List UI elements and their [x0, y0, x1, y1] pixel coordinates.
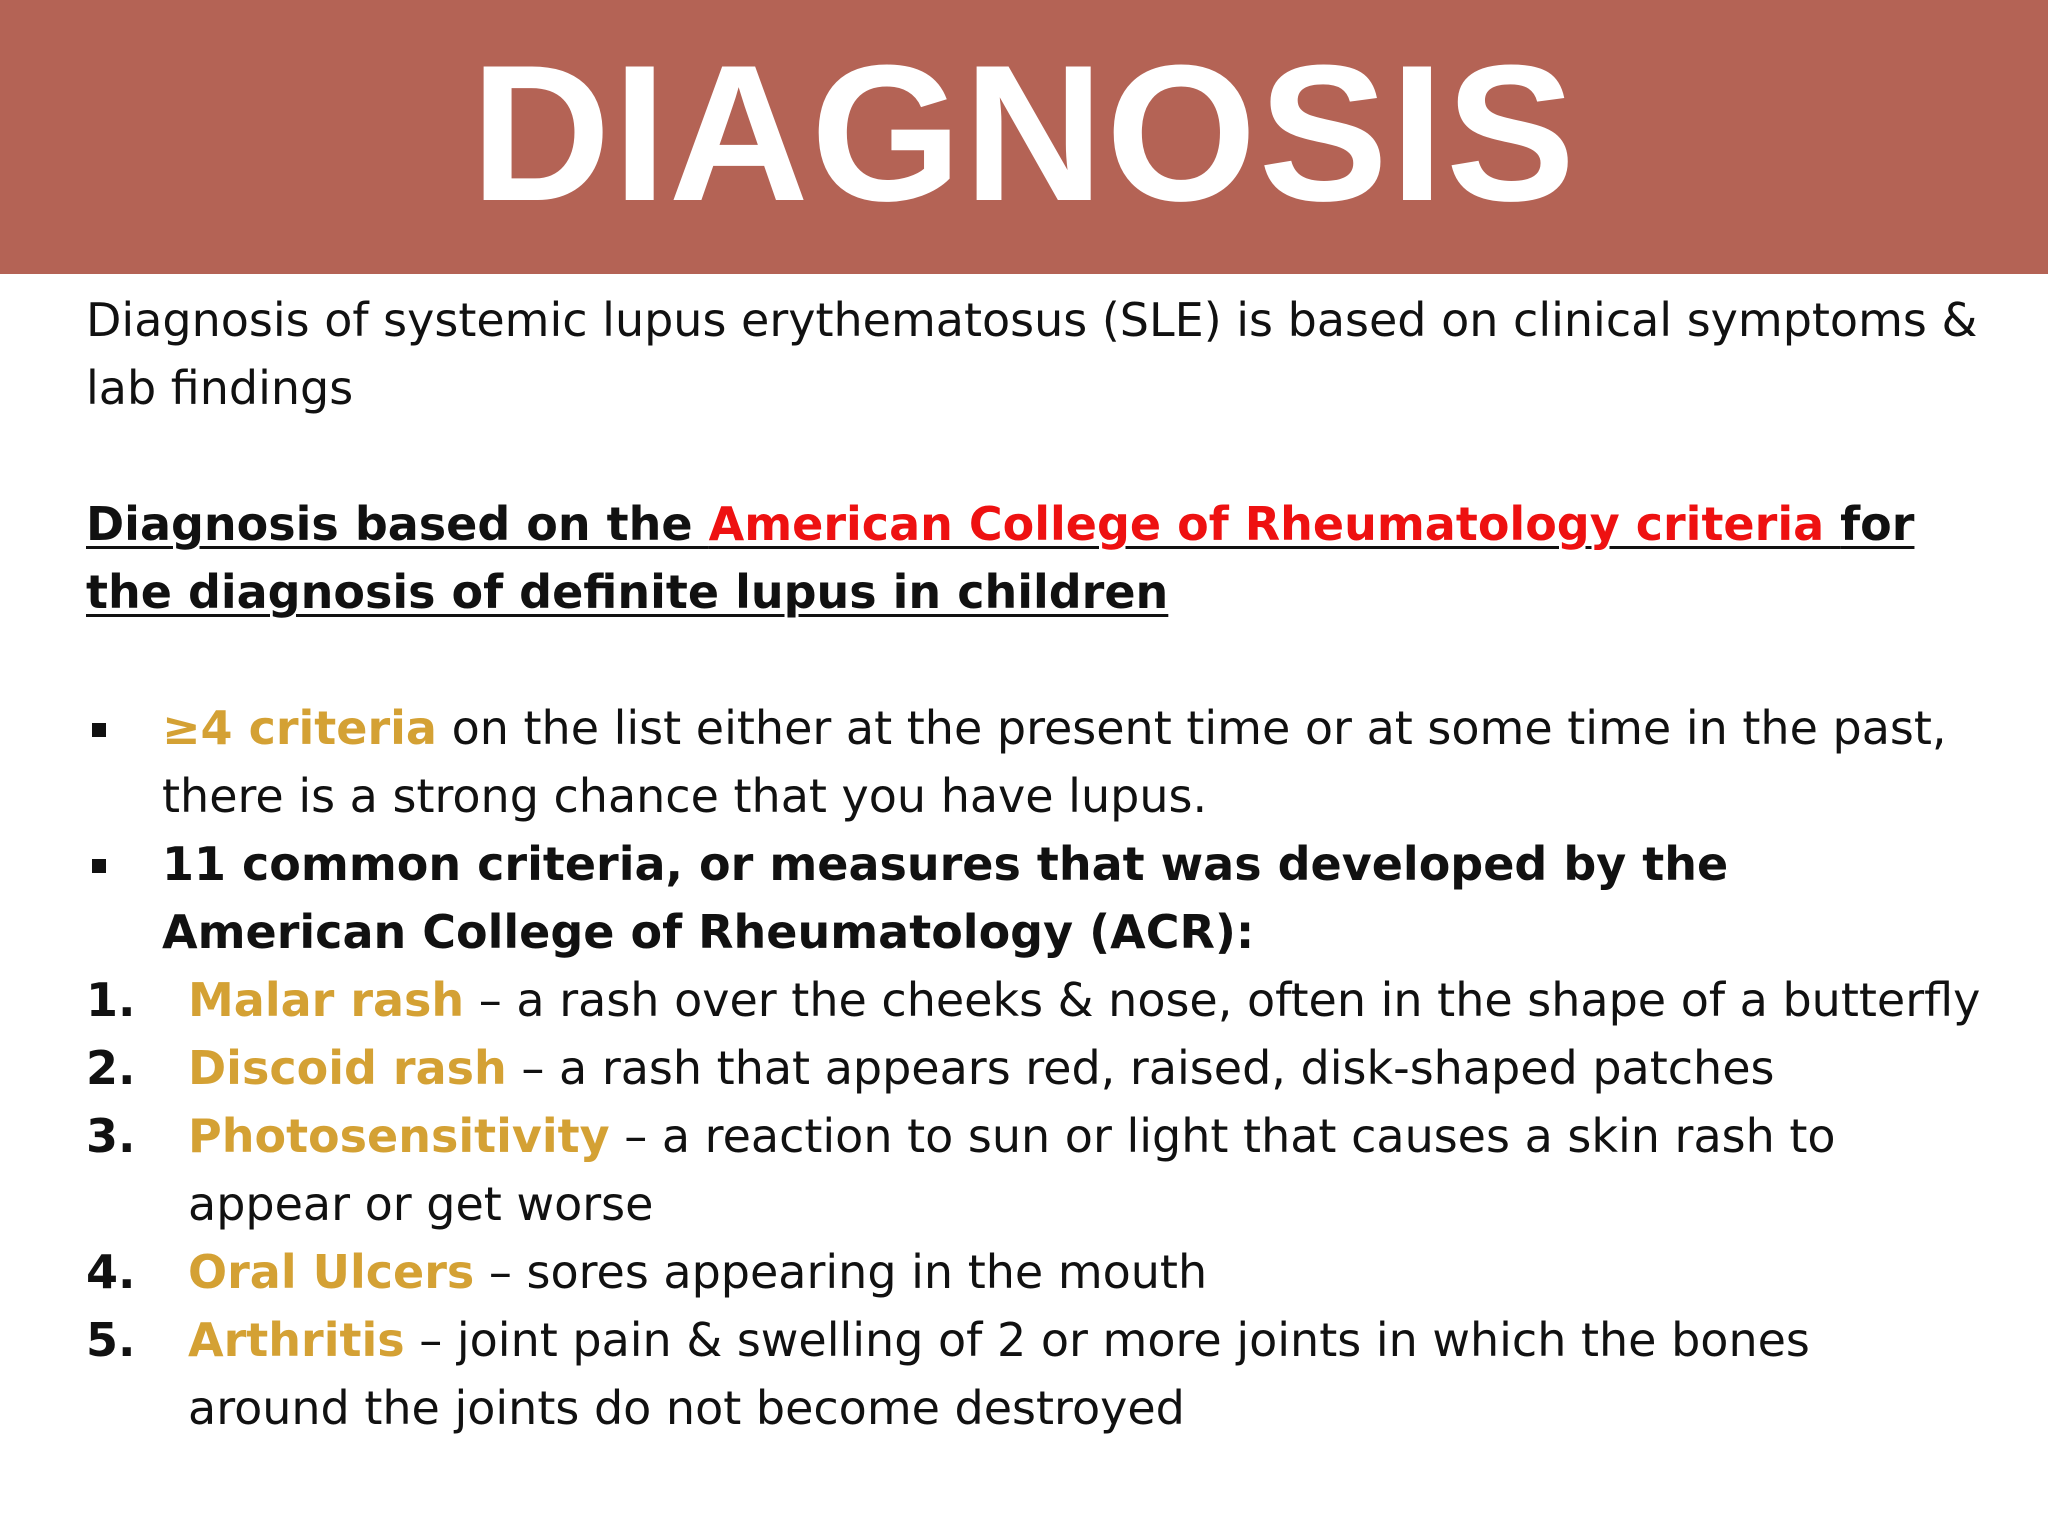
criteria-text: [188, 1034, 1986, 1102]
bullet-text: [162, 694, 1986, 830]
criteria-term: Malar rash: [188, 973, 465, 1027]
criteria-desc: – joint pain & swelling of 2 or more joints in which the bones around the joints do not become destroyed: [188, 1313, 1810, 1435]
bullet-text: 11 common criteria, or measures that was developed by the American College of Rheumatology (ACR):: [162, 837, 1729, 959]
criteria-desc: – a rash that appears red, raised, disk-shaped patches: [506, 1041, 1775, 1095]
square-bullet-icon: [86, 830, 162, 898]
criteria-number: 2.: [86, 1041, 136, 1095]
criteria-item: [86, 1238, 1986, 1306]
criteria-text: [188, 1102, 1986, 1238]
bullet-item: [86, 694, 1986, 830]
criteria-item: [86, 966, 1986, 1034]
criteria-heading: [86, 490, 1986, 626]
intro-paragraph: Diagnosis of systemic lupus erythematosus (SLE) is based on clinical symptoms & lab findings: [86, 293, 1978, 415]
bullet-highlight: ≥4 criteria: [162, 701, 437, 755]
criteria-item: [86, 1034, 1986, 1102]
slide-content: [86, 286, 1986, 1442]
criteria-number: 5.: [86, 1313, 136, 1367]
spacer: [86, 626, 1986, 694]
bullet-body: on the list either at the present time or at some time in the past, there is a strong chance that you have lupus.: [162, 701, 1947, 823]
square-bullet-icon: [86, 694, 162, 762]
spacer: [86, 422, 1986, 490]
criteria-term: Discoid rash: [188, 1041, 507, 1095]
criteria-item: [86, 1306, 1986, 1442]
criteria-term: Arthritis: [188, 1313, 405, 1367]
criteria-desc: – a rash over the cheeks & nose, often in the shape of a butterfly: [464, 973, 1981, 1027]
heading-highlight: American College of Rheumatology criteria: [708, 497, 1841, 551]
title-banner: [0, 0, 2048, 274]
criteria-desc: – sores appearing in the mouth: [474, 1245, 1208, 1299]
criteria-number: 3.: [86, 1109, 136, 1163]
criteria-text: [188, 966, 1986, 1034]
criteria-item: [86, 1102, 1986, 1238]
heading-part1: Diagnosis based on the: [86, 497, 709, 551]
heading-part2: for the diagnosis of definite lupus in children: [86, 497, 1915, 619]
criteria-desc: – a reaction to sun or light that causes a skin rash to appear or get worse: [188, 1109, 1836, 1231]
bullet-item: [86, 830, 1986, 966]
criteria-text: [188, 1238, 1986, 1306]
criteria-number: 4.: [86, 1245, 136, 1299]
criteria-term: Photosensitivity: [188, 1109, 610, 1163]
criteria-text: [188, 1306, 1986, 1442]
criteria-number: 1.: [86, 973, 136, 1027]
criteria-term: Oral Ulcers: [188, 1245, 475, 1299]
page-title: DIAGNOSIS: [470, 25, 1578, 242]
